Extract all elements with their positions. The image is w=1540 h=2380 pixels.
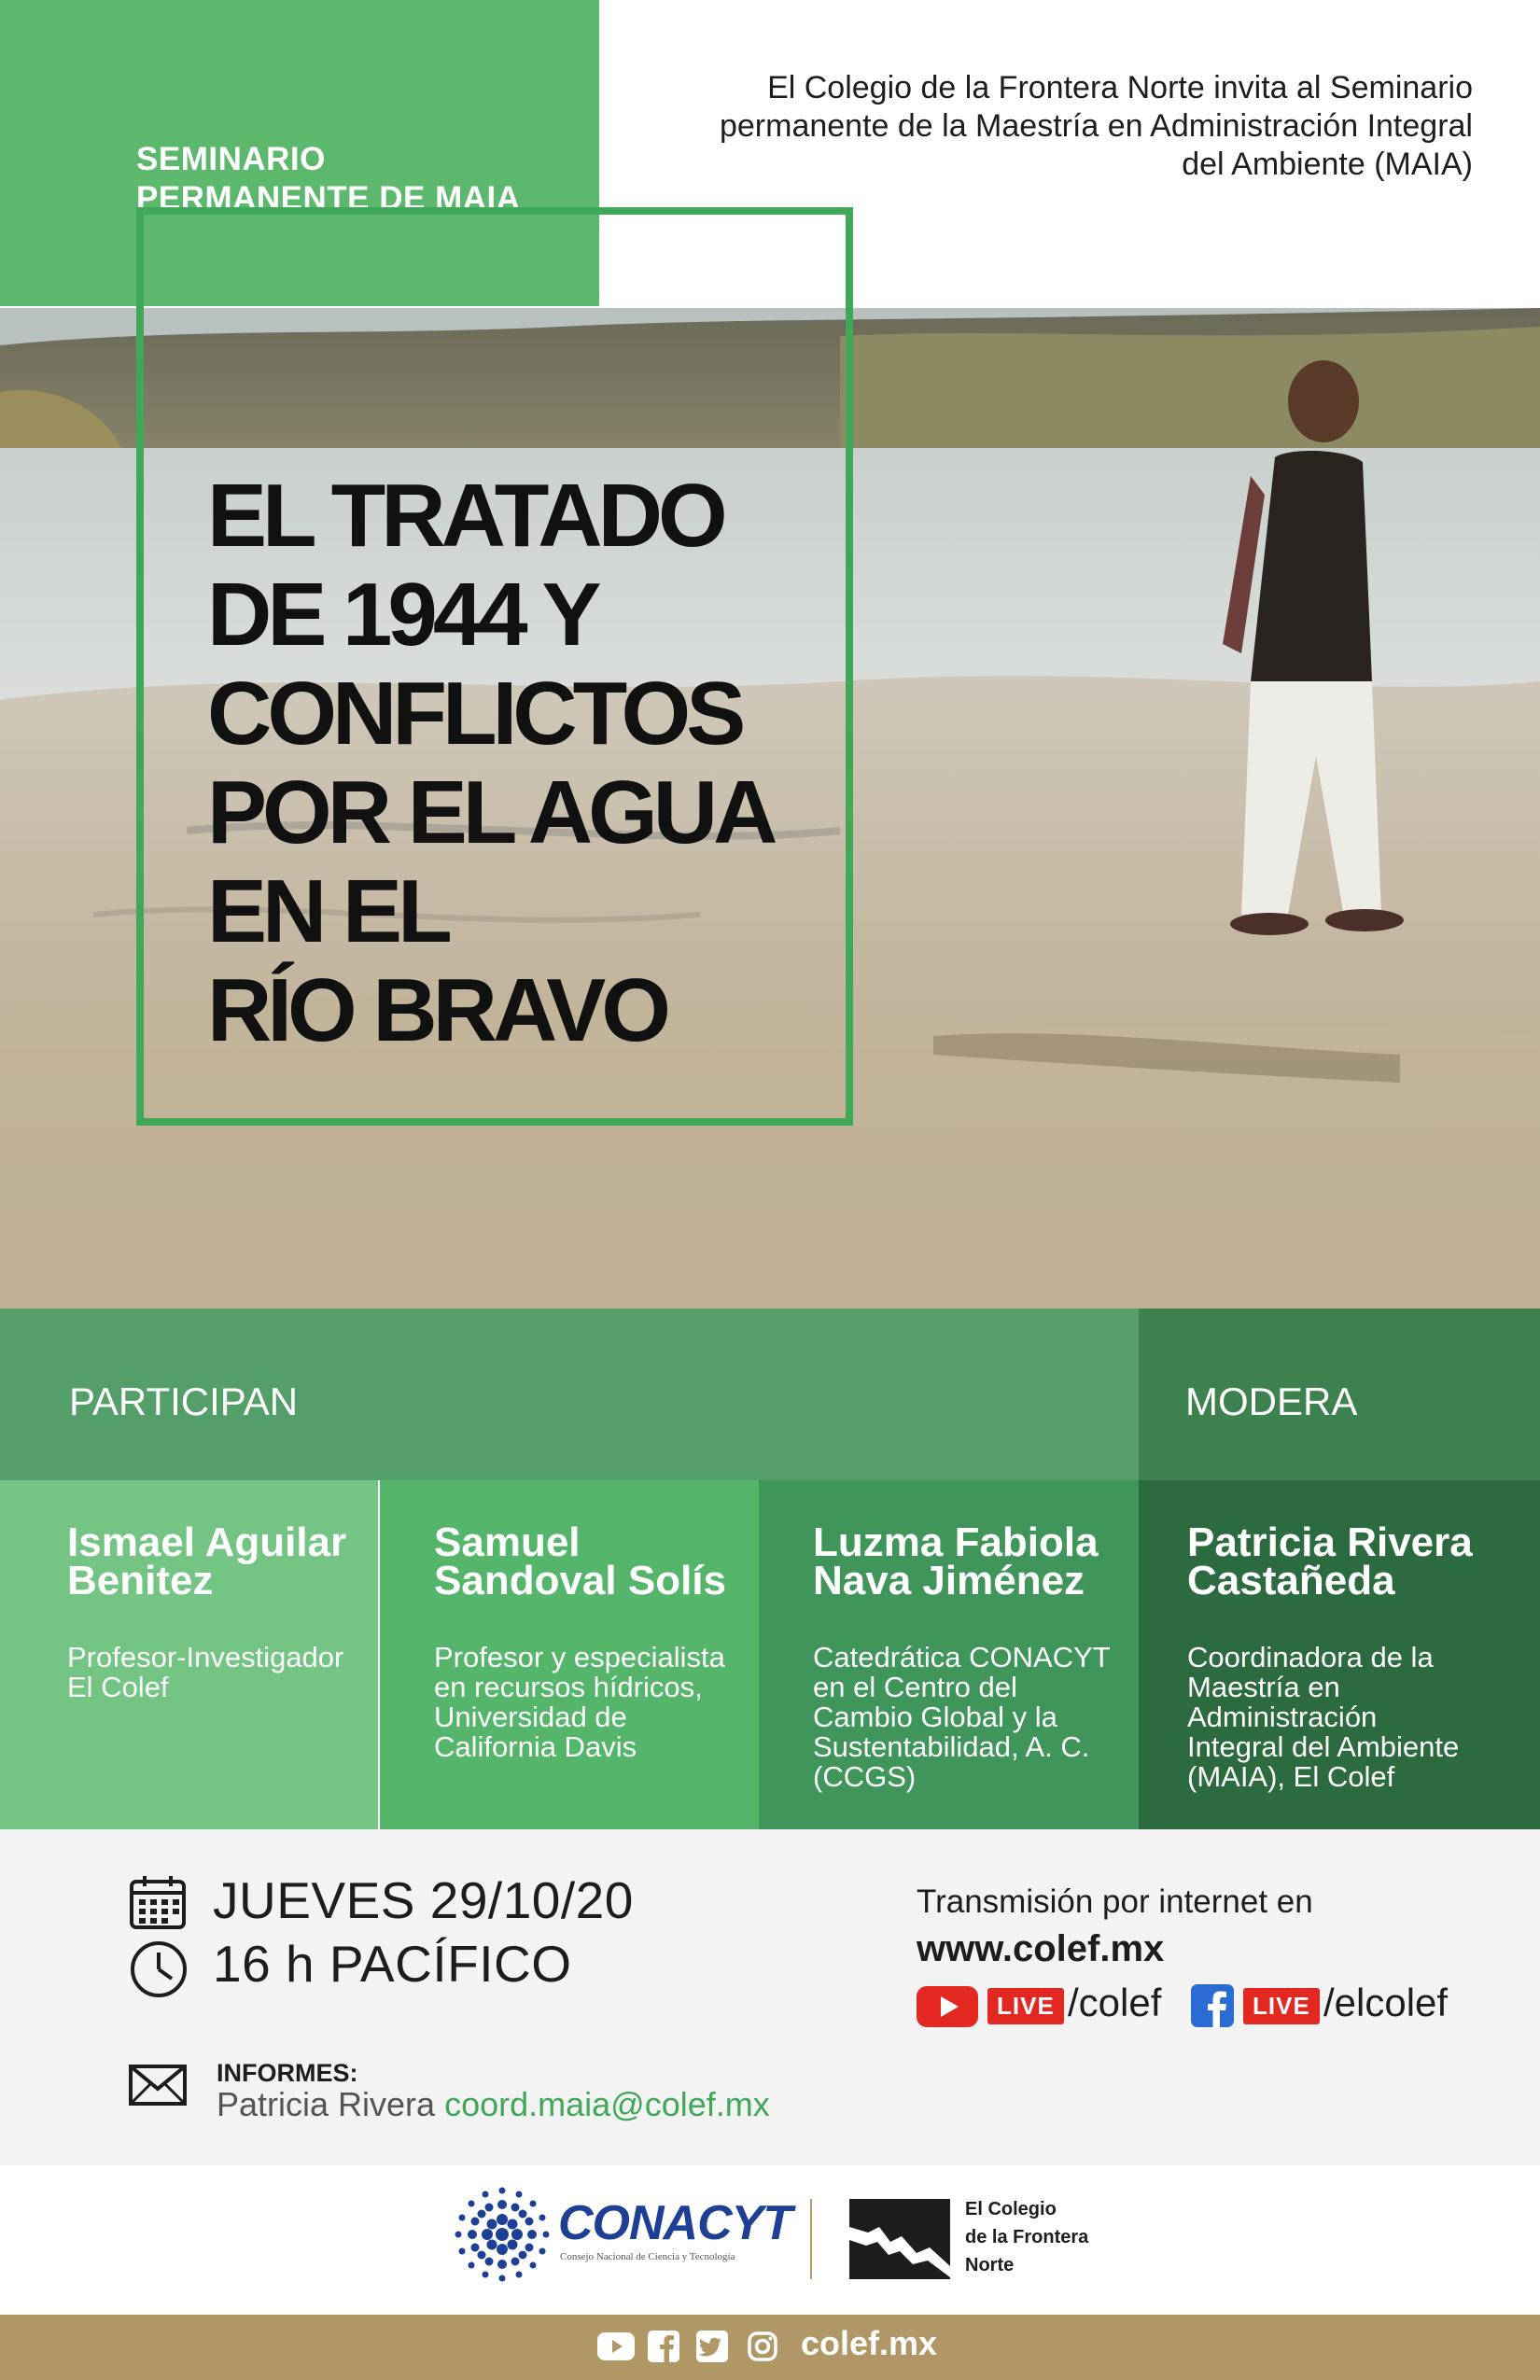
role-line: Profesor y especialista [434, 1641, 725, 1673]
title-line: RÍO BRAVO [207, 960, 666, 1060]
title-line: POR EL AGUA [207, 763, 774, 862]
facebook-live-badge: LIVE [1243, 1988, 1320, 2024]
name-line: Nava Jiménez [813, 1558, 1085, 1603]
role-line: California Davis [434, 1730, 637, 1763]
modera-label: MODERA [1185, 1379, 1358, 1423]
moderator-card [1139, 1480, 1540, 1829]
name-line: Samuel [434, 1519, 581, 1565]
contact-name: Patricia Rivera [217, 2085, 436, 2123]
role-line: (CCGS) [813, 1760, 917, 1793]
role-line: Sustentabilidad, A. C. [813, 1730, 1090, 1763]
moderator-name [1187, 1519, 1523, 1603]
name-line: Sandoval Solís [434, 1558, 726, 1603]
facebook-icon[interactable] [648, 2331, 679, 2362]
event-date: JUEVES 29/10/20 [213, 1871, 634, 1929]
moderator-role [1187, 1643, 1523, 1792]
invitation-text [633, 69, 1473, 184]
role-line: Maestría en [1187, 1671, 1340, 1703]
conacyt-subtitle: Consejo Nacional de Ciencia y Tecnología [560, 2251, 735, 2262]
seminar-tag-line: PERMANENTE DE MAIA [136, 180, 521, 217]
event-title [207, 467, 879, 1060]
footer-website-link[interactable]: colef.mx [801, 2324, 938, 2362]
name-line: Castañeda [1187, 1558, 1395, 1603]
role-line: (MAIA), El Colef [1187, 1760, 1395, 1793]
stream-url-link[interactable]: www.colef.mx [917, 1928, 1165, 1969]
role-line: El Colef [67, 1671, 169, 1703]
role-line: Coordinadora de la [1187, 1641, 1434, 1673]
name-line: Patricia Rivera [1187, 1519, 1473, 1565]
informes-contact [217, 2085, 770, 2124]
participant-card [0, 1480, 378, 1829]
calendar-icon [129, 1874, 187, 1930]
name-line: Luzma Fabiola [813, 1519, 1099, 1565]
colef-logo-text [965, 2195, 1133, 2279]
youtube-live-badge: LIVE [987, 1988, 1064, 2024]
participant-card [759, 1480, 1139, 1829]
logo-divider [810, 2199, 812, 2279]
role-line: Integral del Ambiente [1187, 1730, 1460, 1763]
participan-label: PARTICIPAN [69, 1379, 299, 1423]
contact-email-link[interactable]: coord.maia@colef.mx [444, 2085, 770, 2123]
facebook-icon[interactable] [1191, 1984, 1234, 2027]
clock-icon [129, 1939, 189, 1999]
participant-name [813, 1519, 1112, 1603]
role-line: Catedrática CONACYT [813, 1641, 1111, 1673]
colef-logo-icon [849, 2199, 950, 2279]
invitation-line: permanente de la Maestría en Administración Integral [719, 108, 1473, 144]
participant-role [67, 1643, 385, 1702]
invitation-line: El Colegio de la Frontera Norte invita al Seminario [767, 70, 1473, 105]
conacyt-logo-text: CONACYT [558, 2196, 792, 2250]
twitter-icon[interactable] [696, 2331, 728, 2362]
event-time: 16 h PACÍFICO [213, 1935, 572, 1993]
invitation-line: del Ambiente (MAIA) [1182, 147, 1473, 182]
participant-role [434, 1643, 751, 1762]
title-line: DE 1944 Y [207, 565, 597, 665]
conacyt-logo-icon [454, 2186, 551, 2283]
seminar-tag-line: SEMINARIO [136, 141, 326, 177]
title-line: CONFLICTOS [207, 664, 742, 763]
youtube-icon[interactable] [917, 1986, 978, 2027]
title-line: EL TRATADO [207, 466, 723, 566]
participant-name [67, 1519, 366, 1603]
role-line: Cambio Global y la [813, 1701, 1057, 1733]
youtube-handle-link[interactable]: /colef [1068, 1981, 1162, 2024]
facebook-handle-link[interactable]: /elcolef [1323, 1981, 1449, 2024]
role-line: Universidad de [434, 1701, 627, 1733]
informes-label: INFORMES: [217, 2059, 358, 2087]
role-line: en recursos hídricos, [434, 1671, 703, 1703]
colef-logo-line: El Colegio [965, 2199, 1057, 2219]
role-line: en el Centro del [813, 1671, 1017, 1703]
name-line: Ismael Aguilar [67, 1519, 347, 1565]
participant-card [380, 1480, 759, 1829]
participant-name [434, 1519, 733, 1603]
role-line: Profesor-Investigador [67, 1641, 344, 1673]
role-line: Administración [1187, 1701, 1378, 1733]
title-line: EN EL [207, 861, 448, 961]
name-line: Benitez [67, 1558, 214, 1603]
instagram-icon[interactable] [747, 2331, 778, 2362]
participant-role [813, 1643, 1130, 1792]
envelope-icon [129, 2065, 187, 2106]
colef-logo-line: de la Frontera [965, 2227, 1089, 2247]
youtube-icon[interactable] [597, 2332, 635, 2360]
colef-logo-line: Norte [965, 2255, 1015, 2275]
stream-label: Transmisión por internet en [917, 1883, 1313, 1920]
